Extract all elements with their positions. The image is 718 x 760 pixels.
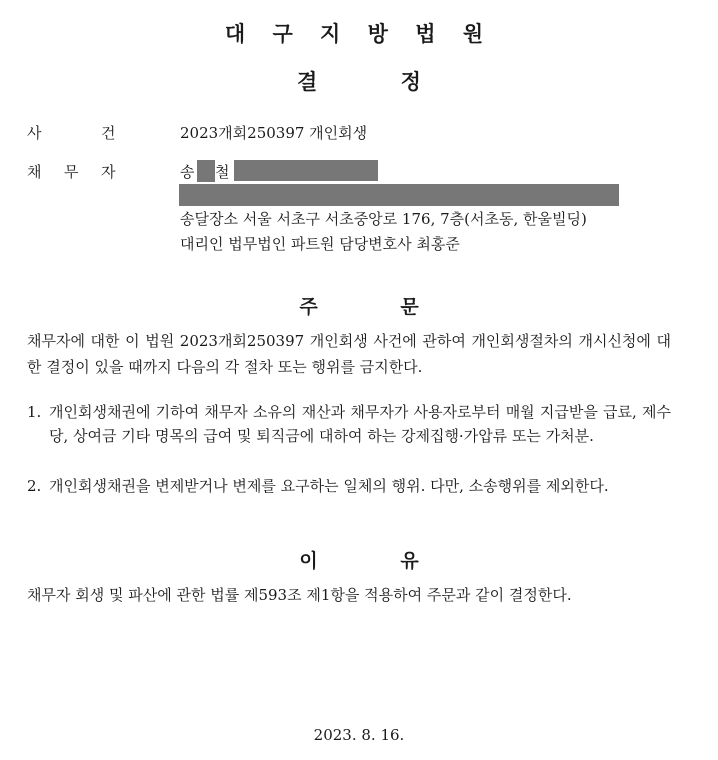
redaction-block: [197, 160, 215, 182]
legal-agent: 대리인 법무법인 파트원 담당변호사 최홍준: [180, 235, 460, 253]
order-item-number: 2.: [27, 477, 42, 495]
order-item: [27, 474, 671, 498]
doc-type-char: 정: [400, 70, 421, 94]
section-title-char: 문: [400, 296, 419, 318]
order-item-text: 개인회생채권을 변제받거나 변제를 요구하는 일체의 행위. 다만, 소송행위를 제외한다.: [49, 477, 609, 495]
debtor-label-char: 채: [27, 163, 42, 181]
redaction-block: [234, 160, 378, 181]
section-title-char: 이: [299, 550, 318, 572]
debtor-name-last: 철: [215, 163, 230, 181]
court-name: 대 구 지 방 법 원: [224, 22, 494, 46]
order-item-text: 개인회생채권에 기하여 채무자 소유의 재산과 채무자가 사용자로부터 매월 지급받을 급료, 제수당, 상여금 기타 명목의 급여 및 퇴직금에 대하여 하는 강제집행·가압류 또는 가처분.: [49, 403, 671, 445]
doc-type-char: 결: [297, 70, 318, 94]
order-intro-paragraph: 채무자에 대한 이 법원 2023개회250397 개인회생 사건에 관하여 개인회생절차의 개시신청에 대한 결정이 있을 때까지 다음의 각 절차 또는 행위를 금지한다.: [27, 332, 671, 376]
debtor-name-first: 송: [180, 163, 195, 181]
case-number: 2023개회250397 개인회생: [180, 124, 368, 142]
order-item-number: 1.: [27, 403, 42, 421]
order-section-title: [0, 292, 718, 319]
case-label-char: 사: [27, 124, 42, 142]
reason-paragraph: 채무자 회생 및 파산에 관한 법률 제593조 제1항을 적용하여 주문과 같이 결정한다.: [27, 586, 572, 604]
debtor-label-char: 무: [64, 163, 79, 181]
section-title-char: 주: [299, 296, 318, 318]
case-label-char: 건: [101, 124, 116, 142]
document-type-title: [0, 66, 718, 96]
reason-section-title: [0, 546, 718, 573]
section-title-char: 유: [400, 550, 419, 572]
redaction-block: [179, 184, 619, 206]
decision-date: 2023. 8. 16.: [313, 726, 405, 744]
service-address: 송달장소 서울 서초구 서초중앙로 176, 7층(서초동, 한울빌딩): [180, 210, 587, 228]
debtor-label-char: 자: [101, 163, 116, 181]
order-item: [27, 400, 671, 448]
